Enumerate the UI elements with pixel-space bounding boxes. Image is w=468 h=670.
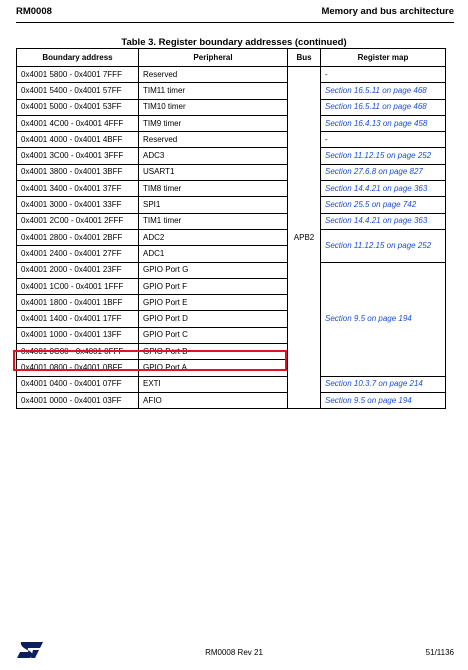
register-map-link[interactable]: Section 14.4.21 on page 363	[321, 213, 446, 229]
table-row	[17, 197, 446, 213]
cell-register-map: -	[321, 132, 446, 148]
cell-peripheral: GPIO Port F	[139, 278, 288, 294]
table-row	[17, 83, 446, 99]
cell-address: 0x4001 3800 - 0x4001 3BFF	[17, 164, 139, 180]
cell-peripheral: TIM10 timer	[139, 99, 288, 115]
register-map-link[interactable]: Section 16.5.11 on page 468	[321, 99, 446, 115]
register-map-link[interactable]: Section 25.5 on page 742	[321, 197, 446, 213]
cell-address: 0x4001 2C00 - 0x4001 2FFF	[17, 213, 139, 229]
cell-address: 0x4001 1C00 - 0x4001 1FFF	[17, 278, 139, 294]
cell-peripheral: GPIO Port C	[139, 327, 288, 343]
cell-peripheral: EXTI	[139, 376, 288, 392]
cell-address: 0x4001 0C00 - 0x4001 0FFF	[17, 344, 139, 360]
cell-peripheral: Reserved	[139, 132, 288, 148]
table-row	[17, 132, 446, 148]
cell-peripheral: TIM11 timer	[139, 83, 288, 99]
cell-address: 0x4001 0800 - 0x4001 0BFF	[17, 360, 139, 376]
cell-address: 0x4001 5400 - 0x4001 57FF	[17, 83, 139, 99]
cell-peripheral: TIM8 timer	[139, 181, 288, 197]
cell-address: 0x4001 2000 - 0x4001 23FF	[17, 262, 139, 278]
register-map-link-gpio[interactable]: Section 9.5 on page 194	[321, 262, 446, 376]
cell-peripheral: GPIO Port G	[139, 262, 288, 278]
cell-peripheral: USART1	[139, 164, 288, 180]
cell-address: 0x4001 5800 - 0x4001 7FFF	[17, 67, 139, 83]
col-header-bus: Bus	[288, 49, 321, 67]
cell-address: 0x4001 3000 - 0x4001 33FF	[17, 197, 139, 213]
table-row	[17, 67, 446, 83]
register-map-link-adc[interactable]: Section 11.12.15 on page 252	[321, 229, 446, 262]
cell-bus-apb2: APB2	[288, 67, 321, 409]
cell-address: 0x4001 3C00 - 0x4001 3FFF	[17, 148, 139, 164]
register-map-link[interactable]: Section 9.5 on page 194	[321, 392, 446, 408]
cell-peripheral: GPIO Port E	[139, 295, 288, 311]
col-header-boundary-address: Boundary address	[17, 49, 139, 67]
register-map-link[interactable]: Section 11.12.15 on page 252	[321, 148, 446, 164]
footer-page-number: 51/1136	[425, 648, 454, 657]
cell-peripheral: Reserved	[139, 67, 288, 83]
register-map-link[interactable]: Section 16.5.11 on page 468	[321, 83, 446, 99]
cell-peripheral: AFIO	[139, 392, 288, 408]
cell-address: 0x4001 2400 - 0x4001 27FF	[17, 246, 139, 262]
cell-address: 0x4001 3400 - 0x4001 37FF	[17, 181, 139, 197]
table-header-row	[17, 49, 446, 67]
cell-address: 0x4001 1800 - 0x4001 1BFF	[17, 295, 139, 311]
cell-address: 0x4001 5000 - 0x4001 53FF	[17, 99, 139, 115]
cell-register-map: -	[321, 67, 446, 83]
col-header-register-map: Register map	[321, 49, 446, 67]
table-caption: Table 3. Register boundary addresses (continued)	[121, 37, 347, 48]
table-row	[17, 164, 446, 180]
cell-address: 0x4001 2800 - 0x4001 2BFF	[17, 229, 139, 245]
table-row	[17, 115, 446, 131]
header-doc-id: RM0008	[16, 6, 52, 17]
footer-revision: RM0008 Rev 21	[205, 648, 263, 657]
col-header-peripheral: Peripheral	[139, 49, 288, 67]
register-map-link[interactable]: Section 27.6.8 on page 827	[321, 164, 446, 180]
cell-address: 0x4001 4C00 - 0x4001 4FFF	[17, 115, 139, 131]
header-rule	[16, 22, 454, 23]
cell-address: 0x4001 0400 - 0x4001 07FF	[17, 376, 139, 392]
table-row	[17, 99, 446, 115]
cell-peripheral: ADC2	[139, 229, 288, 245]
cell-peripheral: SPI1	[139, 197, 288, 213]
cell-peripheral: TIM1 timer	[139, 213, 288, 229]
table-row	[17, 229, 446, 245]
table-row	[17, 392, 446, 408]
register-map-link[interactable]: Section 10.3.7 on page 214	[321, 376, 446, 392]
cell-address: 0x4001 4000 - 0x4001 4BFF	[17, 132, 139, 148]
table-row	[17, 148, 446, 164]
cell-peripheral: TIM9 timer	[139, 115, 288, 131]
cell-address: 0x4001 1000 - 0x4001 13FF	[17, 327, 139, 343]
cell-address: 0x4001 1400 - 0x4001 17FF	[17, 311, 139, 327]
table-row	[17, 213, 446, 229]
cell-peripheral: GPIO Port B	[139, 344, 288, 360]
register-map-link[interactable]: Section 16.4.13 on page 458	[321, 115, 446, 131]
table-row	[17, 181, 446, 197]
cell-peripheral: GPIO Port D	[139, 311, 288, 327]
register-map-link[interactable]: Section 14.4.21 on page 363	[321, 181, 446, 197]
table-row	[17, 262, 446, 278]
cell-peripheral: GPIO Port A	[139, 360, 288, 376]
cell-peripheral: ADC1	[139, 246, 288, 262]
header-section-title: Memory and bus architecture	[321, 6, 454, 17]
table-row	[17, 376, 446, 392]
cell-address: 0x4001 0000 - 0x4001 03FF	[17, 392, 139, 408]
highlight-box-gpio-port-a	[13, 350, 287, 371]
cell-peripheral: ADC3	[139, 148, 288, 164]
